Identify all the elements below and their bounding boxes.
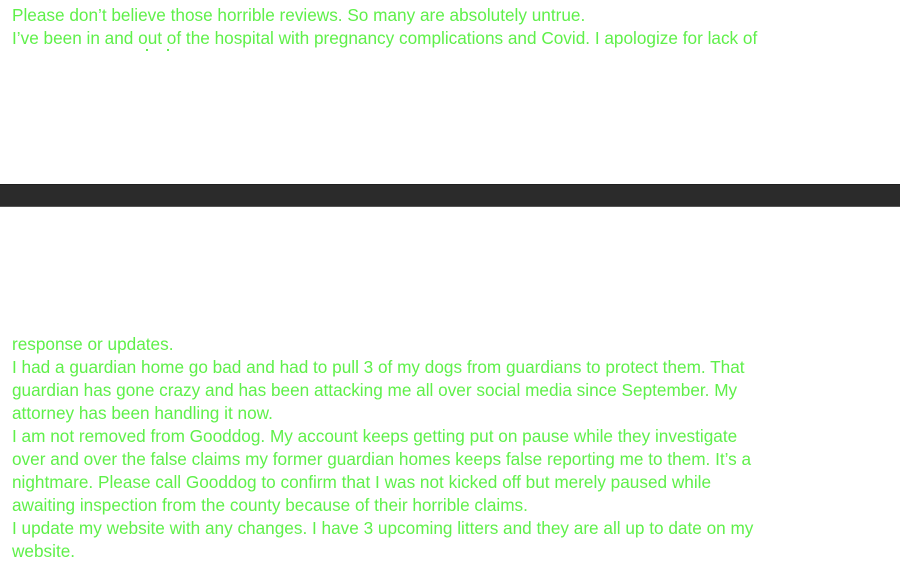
message-line: Please don’t believe those horrible reviews. So many are absolutely untrue. (12, 5, 586, 25)
window-divider-bar[interactable] (0, 184, 900, 207)
message-view-bottom (0, 207, 900, 563)
message-line: I had a guardian home go bad and had to pull 3 of my dogs from guardians to protect them. That (12, 357, 745, 377)
message-line: nightmare. Please call Gooddog to confirm that I was not kicked off but merely paused while (12, 472, 712, 492)
message-line: website. (12, 541, 76, 561)
message-line: I am not removed from Gooddog. My account keeps getting put on pause while they investigate (12, 426, 738, 446)
message-view-top (0, 0, 900, 184)
message-line: over and over the false claims my former guardian homes keeps false reporting me to them. It’s a (12, 449, 752, 469)
message-line: guardian has gone crazy and has been attacking me all over social media since September. My (12, 380, 738, 400)
message-line: response or updates. (12, 334, 174, 354)
message-line: awaiting inspection from the county because of their horrible claims. (12, 495, 528, 515)
clipped-text-fragment (12, 46, 892, 54)
message-line: attorney has been handling it now. (12, 403, 273, 423)
message-line: I’ve been in and out of the hospital with pregnancy complications and Covid. I apologize for lack of (12, 28, 758, 48)
message-line: I update my website with any changes. I have 3 upcoming litters and they are all up to date on my (12, 518, 754, 538)
